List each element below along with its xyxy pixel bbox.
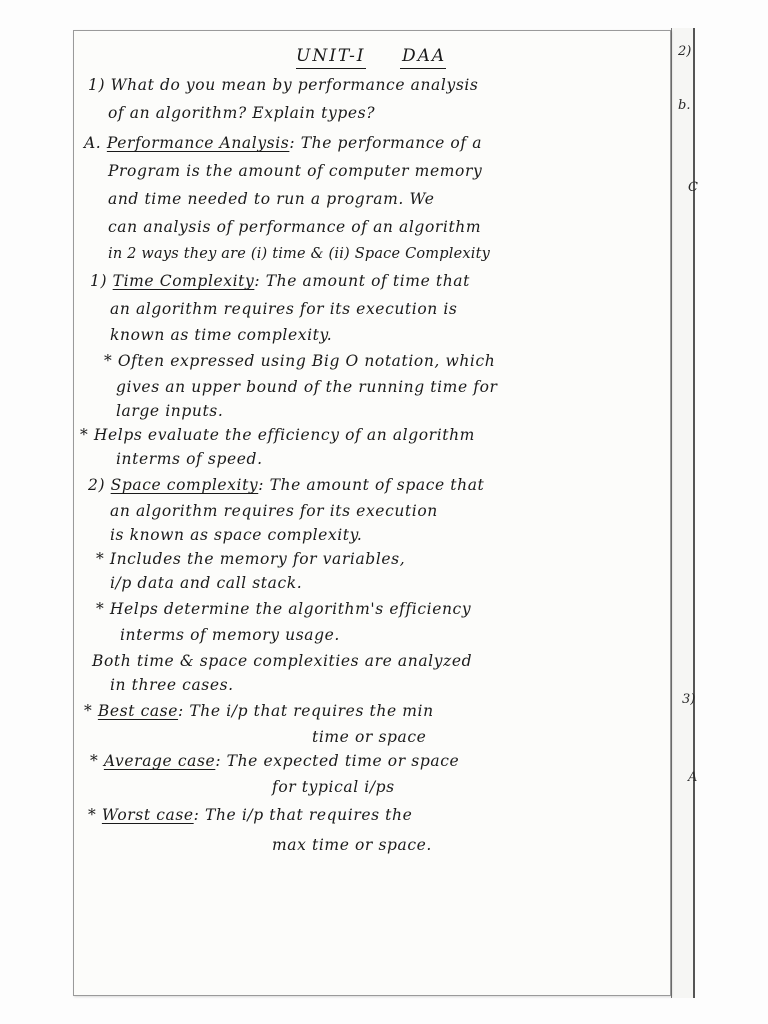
- answer-line: known as time complexity.: [110, 326, 333, 344]
- bullet-line: * Helps determine the algorithm's efficiency: [96, 600, 472, 618]
- time-complexity-heading: [90, 272, 470, 290]
- title-underline: [400, 68, 446, 69]
- page-title-unit: UNIT-I: [296, 46, 366, 66]
- heading-text: : The amount of time that: [254, 272, 470, 290]
- best-case-line: [84, 702, 434, 720]
- answer-line: an algorithm requires for its execution: [110, 502, 438, 520]
- list-number: 2): [88, 476, 111, 494]
- edge-mark: 3): [682, 692, 696, 707]
- bullet: *: [84, 702, 98, 720]
- answer-line: i/p data and call stack.: [110, 574, 303, 592]
- page-title-subject: DAA: [402, 46, 447, 66]
- answer-line: gives an upper bound of the running time for: [116, 378, 498, 396]
- case-text: : The expected time or space: [215, 752, 460, 770]
- answer-marker: A.: [84, 134, 107, 152]
- answer-line: for typical i/ps: [272, 778, 395, 796]
- heading-worst-case: Worst case: [101, 806, 194, 824]
- heading-time-complexity: Time Complexity: [112, 272, 255, 290]
- heading-text: : The amount of space that: [258, 476, 485, 494]
- heading-average-case: Average case: [103, 752, 216, 770]
- edge-mark: 2): [678, 44, 692, 59]
- answer-line: Program is the amount of computer memory: [108, 162, 483, 180]
- bullet-line: * Helps evaluate the efficiency of an algorithm: [80, 426, 475, 444]
- case-text: : The i/p that requires the min: [178, 702, 434, 720]
- answer-line: interms of speed.: [116, 450, 263, 468]
- answer-line: in three cases.: [110, 676, 234, 694]
- worst-case-line: [88, 806, 412, 824]
- average-case-line: [90, 752, 459, 770]
- space-complexity-heading: [88, 476, 484, 494]
- answer-line: can analysis of performance of an algorithm: [108, 218, 482, 236]
- answer-line: Both time & space complexities are analyzed: [92, 652, 473, 670]
- bullet-line: * Often expressed using Big O notation, which: [104, 352, 496, 370]
- bullet-line: * Includes the memory for variables,: [96, 550, 406, 568]
- answer-line: an algorithm requires for its execution is: [110, 300, 458, 318]
- heading-best-case: Best case: [97, 702, 179, 720]
- edge-mark: C: [688, 180, 698, 195]
- list-number: 1): [90, 272, 113, 290]
- bullet: *: [88, 806, 102, 824]
- answer-line: time or space: [312, 728, 427, 746]
- title-underline: [296, 68, 366, 69]
- answer-line: large inputs.: [116, 402, 224, 420]
- question-line: of an algorithm? Explain types?: [108, 104, 376, 122]
- answer-line: max time or space.: [272, 836, 432, 854]
- case-text: : The i/p that requires the: [193, 806, 413, 824]
- heading-text: : The performance of a: [289, 134, 483, 152]
- bullet: *: [90, 752, 104, 770]
- heading-performance-analysis: Performance Analysis: [106, 134, 290, 152]
- edge-mark: A: [688, 770, 698, 785]
- answer-line: and time needed to run a program. We: [108, 190, 435, 208]
- question-line: 1) What do you mean by performance analysis: [88, 76, 479, 94]
- next-page-edge: [671, 28, 698, 998]
- edge-mark: b.: [678, 98, 691, 113]
- answer-line: in 2 ways they are (i) time & (ii) Space Complexity: [108, 246, 490, 262]
- answer-line: interms of memory usage.: [120, 626, 340, 644]
- answer-line: is known as space complexity.: [110, 526, 363, 544]
- heading-space-complexity: Space complexity: [110, 476, 259, 494]
- answer-heading: [84, 134, 482, 152]
